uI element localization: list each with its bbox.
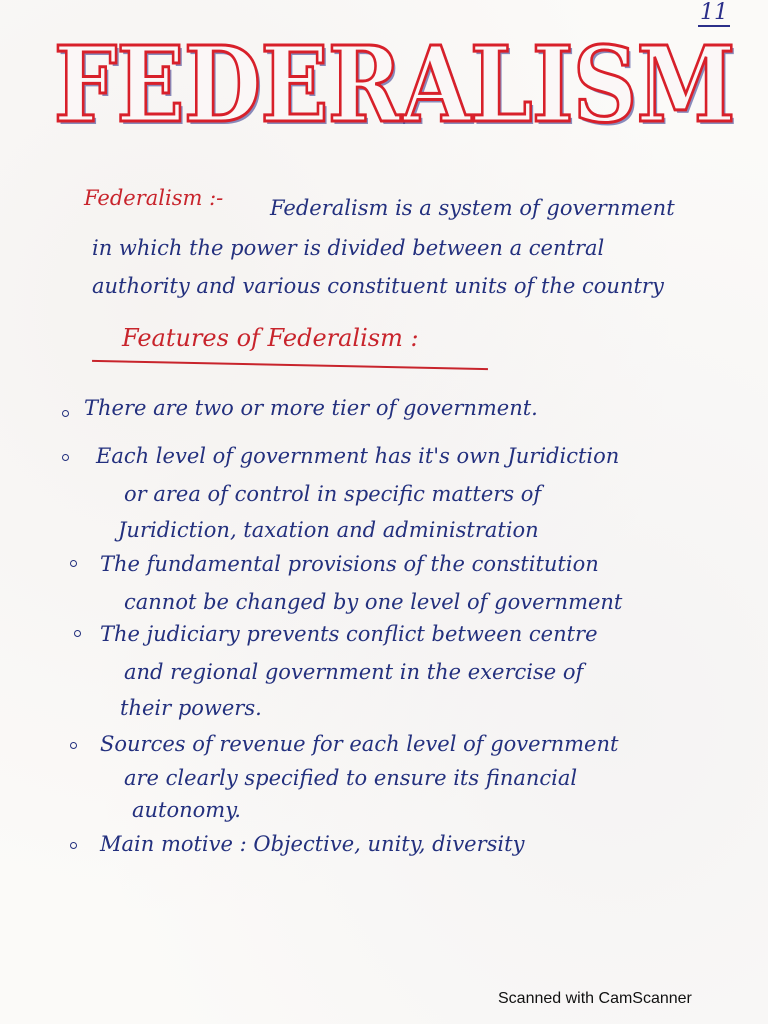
bullet-icon <box>70 560 77 567</box>
feature-line: and regional government in the exercise of <box>124 660 584 684</box>
feature-line: The fundamental provisions of the constitution <box>100 552 599 576</box>
feature-line: Each level of government has it's own Juridiction <box>96 444 620 468</box>
features-heading: Features of Federalism : <box>122 324 419 352</box>
page-title: FEDERALISM <box>53 23 735 146</box>
feature-line: There are two or more tier of government. <box>84 396 538 420</box>
feature-line: The judiciary prevents conflict between centre <box>100 622 598 646</box>
feature-line: their powers. <box>120 696 262 720</box>
feature-line: cannot be changed by one level of government <box>124 590 623 614</box>
definition-line: in which the power is divided between a central <box>92 236 605 260</box>
bullet-icon <box>70 742 77 749</box>
bullet-icon <box>70 842 77 849</box>
feature-line: autonomy. <box>132 798 241 822</box>
heading-underline <box>92 360 488 370</box>
bullet-icon <box>74 630 81 637</box>
feature-line: or area of control in specific matters of <box>124 482 542 506</box>
feature-line: are clearly specified to ensure its financial <box>124 766 578 790</box>
definition-line: authority and various constituent units of the country <box>92 274 664 298</box>
bullet-icon <box>62 454 69 461</box>
feature-line: Sources of revenue for each level of government <box>100 732 619 756</box>
definition-term: Federalism :- <box>84 186 224 210</box>
scanner-watermark: Scanned with CamScanner <box>498 990 692 1007</box>
feature-line: Main motive : Objective, unity, diversity <box>100 832 525 856</box>
feature-line: Juridiction, taxation and administration <box>118 518 539 542</box>
bullet-icon <box>62 410 69 417</box>
definition-line: Federalism is a system of government <box>270 196 675 220</box>
page-number: 11 <box>700 0 728 25</box>
